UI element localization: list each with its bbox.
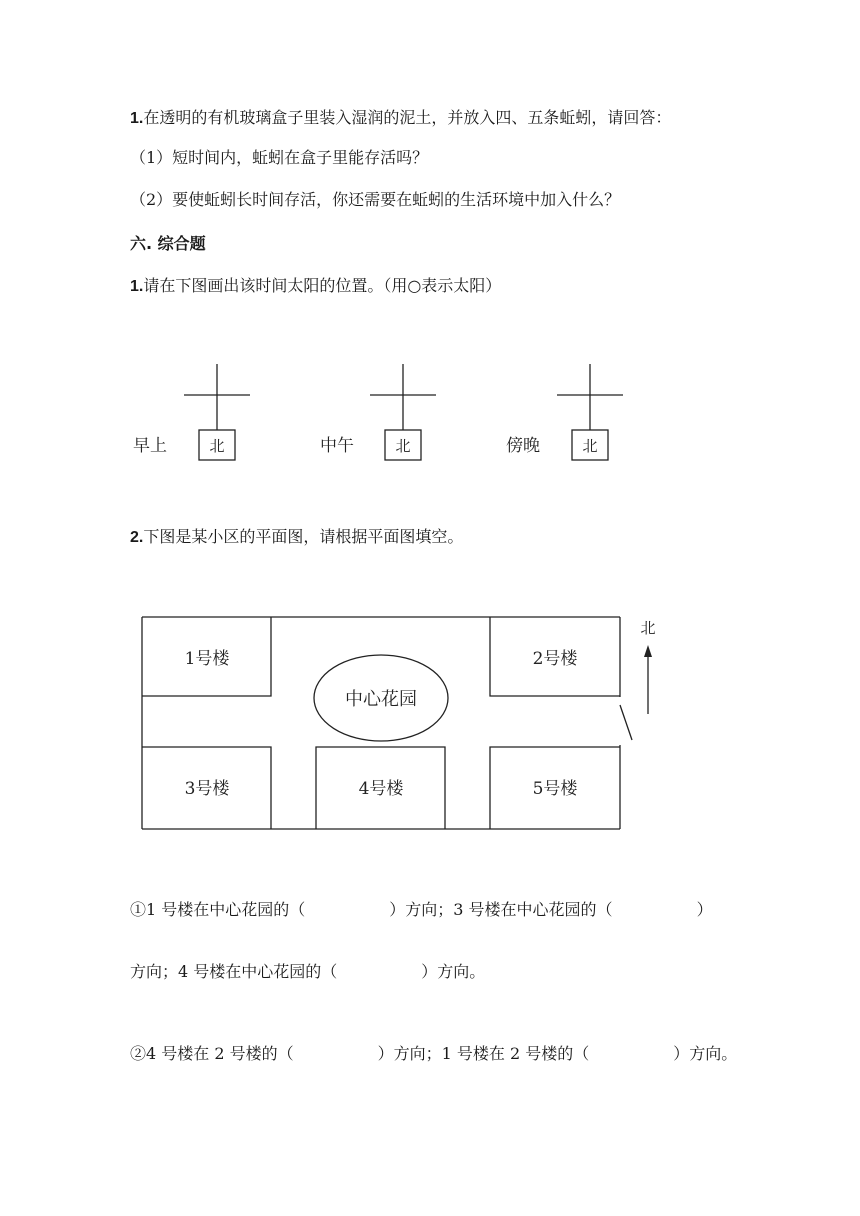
time-label: 早上 bbox=[133, 436, 167, 456]
question-number: 2. bbox=[130, 529, 144, 546]
building-1-label: 1号楼 bbox=[184, 649, 230, 669]
north-label: 北 bbox=[209, 437, 225, 455]
gate-line bbox=[620, 705, 632, 740]
building-5-label: 5号楼 bbox=[532, 779, 578, 799]
sun-diagram-morning bbox=[133, 364, 250, 460]
section-heading: 六. 综合题 bbox=[130, 234, 206, 253]
sun-diagram-evening bbox=[506, 364, 623, 460]
central-garden-label: 中心花园 bbox=[345, 689, 417, 710]
sun-diagram-noon bbox=[320, 364, 436, 460]
fill-text: ）方向；1 号楼在 2 号楼的（ bbox=[377, 1044, 590, 1063]
fill-text: ②4 号楼在 2 号楼的（ bbox=[130, 1044, 294, 1063]
fill-text: 方向；4 号楼在中心花园的（ bbox=[130, 962, 338, 981]
question-6-2 bbox=[130, 527, 463, 548]
fill-text: ①1 号楼在中心花园的（ bbox=[130, 900, 306, 919]
north-label: 北 bbox=[640, 619, 656, 637]
fill-text: ）方向。 bbox=[673, 1044, 738, 1063]
question-number: 1. bbox=[130, 278, 144, 295]
building-3-label: 3号楼 bbox=[184, 779, 230, 799]
north-label: 北 bbox=[395, 437, 411, 455]
fill-text: ） bbox=[696, 900, 713, 919]
fill-line-1 bbox=[130, 900, 713, 920]
question-number: 1. bbox=[130, 110, 144, 127]
fill-text: ）方向。 bbox=[421, 962, 486, 981]
building-4-label: 4号楼 bbox=[358, 779, 404, 799]
question-prompt: 请在下图画出该时间太阳的位置。（用○表示太阳） bbox=[143, 276, 502, 295]
sub-question-2: （2）要使蚯蚓长时间存活，你还需要在蚯蚓的生活环境中加入什么？ bbox=[130, 190, 621, 209]
question-prompt: 在透明的有机玻璃盒子里装入湿润的泥土，并放入四、五条蚯蚓，请回答： bbox=[143, 108, 672, 127]
fill-line-2 bbox=[130, 962, 485, 982]
question-prompt: 下图是某小区的平面图，请根据平面图填空。 bbox=[143, 527, 464, 546]
north-label: 北 bbox=[582, 437, 598, 455]
time-label: 傍晚 bbox=[506, 436, 540, 456]
fill-text: ）方向；3 号楼在中心花园的（ bbox=[389, 900, 613, 919]
sub-question-1: （1）短时间内，蚯蚓在盒子里能存活吗？ bbox=[130, 148, 429, 167]
fill-line-3 bbox=[130, 1044, 737, 1064]
time-label: 中午 bbox=[320, 436, 354, 456]
north-arrow-icon bbox=[644, 645, 652, 657]
building-2-label: 2号楼 bbox=[532, 649, 578, 669]
